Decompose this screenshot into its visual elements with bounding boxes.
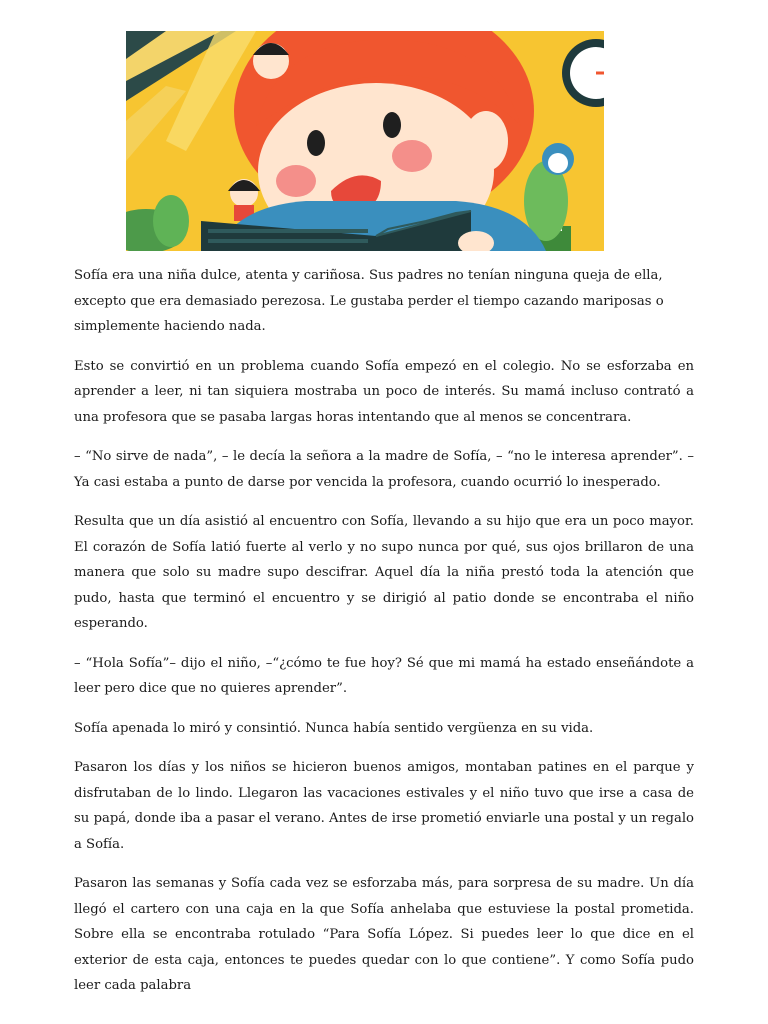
paragraph-1: Sofía era una niña dulce, atenta y cariñosa. Sus padres no tenían ninguna queja de ella, excepto que era demasiado perezosa. Le gustaba perder el tiempo cazando mariposas o simplemente haciendo nada. — [74, 268, 664, 334]
girl-reading-book-illustration — [126, 31, 604, 251]
story-text — [74, 263, 694, 1013]
paragraph-7: Pasaron los días y los niños se hicieron buenos amigos, montaban patines en el parque y disfrutaban de lo lindo. Llegaron las vacaciones estivales y el niño tuvo que irse a casa de su papá, donde iba a pasar el verano. Antes de irse prometió enviarle una postal y un regalo a Sofía. — [74, 760, 694, 852]
paragraph-2: Esto se convirtió en un problema cuando Sofía empezó en el colegio. No se esforzaba en aprender a leer, ni tan siquiera mostraba un poco de interés. Su mamá incluso contrató a una profesora que se pasaba largas horas intentando que al menos se concentrara. — [74, 358, 694, 425]
paragraph-8: Pasaron las semanas y Sofía cada vez se esforzaba más, para sorpresa de su madre. Un día llegó el cartero con una caja en la que Sofía anhelaba que estuviese la postal prometida. Sobre ella se encontraba rotulado “Para Sofía López. Si puedes leer lo que dice en el exterior de esta caja, entonces te puedes quedar con lo que contiene”. Y como Sofía pudo leer cada palabra — [74, 876, 694, 993]
paragraph-6: Sofía apenada lo miró y consintió. Nunca había sentido vergüenza en su vida. — [74, 720, 594, 736]
paragraph-4: Resulta que un día asistió al encuentro con Sofía, llevando a su hijo que era un poco mayor. El corazón de Sofía latió fuerte al verlo y no supo nunca por qué, sus ojos brillaron de una manera que solo su madre supo descifrar. Aquel día la niña prestó toda la atención que pudo, hasta que terminó el encuentro y se dirigió al patio donde se encontraba el niño esperando. — [74, 514, 694, 631]
paragraph-3: – “No sirve de nada”, – le decía la señora a la madre de Sofía, – “no le interesa aprender”. – Ya casi estaba a punto de darse por vencida la profesora, cuando ocurrió lo inesperado. — [74, 449, 694, 490]
illustration-art — [126, 31, 604, 251]
paragraph-5: – “Hola Sofía”– dijo el niño, –“¿cómo te fue hoy? Sé que mi mamá ha estado enseñándote a leer pero dice que no quieres aprender”. — [74, 655, 694, 696]
